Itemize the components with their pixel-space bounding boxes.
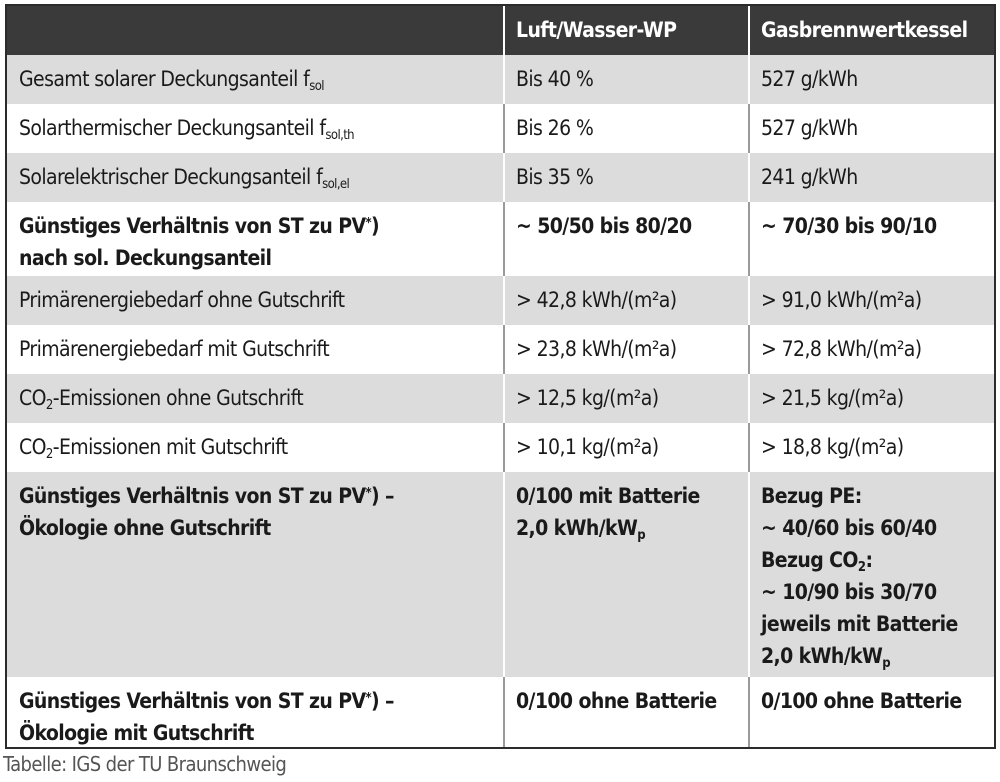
row-value-heat-pump: > 10,1 kg/(m²a) [516, 435, 659, 459]
row-value-gas-boiler: > 91,0 kWh/(m²a) [761, 288, 922, 312]
row-value-heat-pump: Bis 40 % [516, 67, 594, 91]
row-value-heat-pump: 0/100 mit Batterie 2,0 kWh/$kW_p$ [516, 484, 700, 543]
table-caption: Tabelle: IGS der TU Braunschweig [3, 752, 287, 776]
table-header-row [7, 6, 994, 55]
row-value-gas-boiler: > 21,5 kg/(m²a) [761, 386, 904, 410]
row-value-heat-pump: > 23,8 kWh/(m²a) [516, 337, 677, 361]
row-value-gas-boiler: 527 g/kWh [761, 116, 858, 140]
header-cell-gas-boiler: Gasbrennwertkessel [761, 18, 968, 42]
row-label: Günstiges Verhältnis von ST zu PV*) nach sol. Deckungsanteil [19, 214, 380, 270]
row-value-heat-pump: Bis 35 % [516, 165, 594, 189]
header-cell-heat-pump: Luft/Wasser-WP [516, 18, 677, 42]
row-value-heat-pump: ~ 50/50 bis 80/20 [516, 214, 692, 238]
table-row [7, 276, 994, 325]
row-value-gas-boiler: 241 g/kWh [761, 165, 858, 189]
table-row [7, 423, 994, 472]
row-value-heat-pump: Bis 26 % [516, 116, 594, 140]
table-row [7, 472, 994, 677]
row-label: Solarelektrischer Deckungsanteil $f_{sol,el}$ [19, 165, 350, 192]
row-label: Solarthermischer Deckungsanteil $f_{sol,th}$ [19, 116, 354, 143]
row-value-gas-boiler: > 72,8 kWh/(m²a) [761, 337, 922, 361]
row-value-gas-boiler: ~ 70/30 bis 90/10 [761, 214, 937, 238]
table-row [7, 677, 994, 747]
row-label: Primärenergiebedarf ohne Gutschrift [19, 288, 345, 312]
row-value-heat-pump: > 12,5 kg/(m²a) [516, 386, 659, 410]
row-value-gas-boiler: 0/100 ohne Batterie [761, 689, 962, 713]
table-row [7, 104, 994, 153]
header-cell-empty [7, 6, 504, 55]
row-label: Gesamt solarer Deckungsanteil $f_{sol}$ [19, 67, 324, 94]
row-label: $CO_2$-Emissionen mit Gutschrift [19, 435, 288, 462]
table-row [7, 153, 994, 202]
row-value-gas-boiler: Bezug PE: ~ 40/60 bis 60/40 Bezug $CO_2$: ~ 10/90 bis 30/70 jeweils mit Batterie 2,0 kWh/$kW_p$ [761, 484, 958, 671]
row-label: Primärenergiebedarf mit Gutschrift [19, 337, 330, 361]
comparison-table [5, 4, 996, 749]
row-label: $CO_2$-Emissionen ohne Gutschrift [19, 386, 304, 413]
row-value-heat-pump: 0/100 ohne Batterie [516, 689, 717, 713]
table-row [7, 325, 994, 374]
row-value-heat-pump: > 42,8 kWh/(m²a) [516, 288, 677, 312]
table-row [7, 202, 994, 276]
row-label: Günstiges Verhältnis von ST zu PV*) – Ökologie mit Gutschrift [19, 689, 394, 745]
row-value-gas-boiler: > 18,8 kg/(m²a) [761, 435, 904, 459]
table-row [7, 374, 994, 423]
row-label: Günstiges Verhältnis von ST zu PV*) – Ökologie ohne Gutschrift [19, 484, 394, 540]
table-row [7, 55, 994, 104]
row-value-gas-boiler: 527 g/kWh [761, 67, 858, 91]
